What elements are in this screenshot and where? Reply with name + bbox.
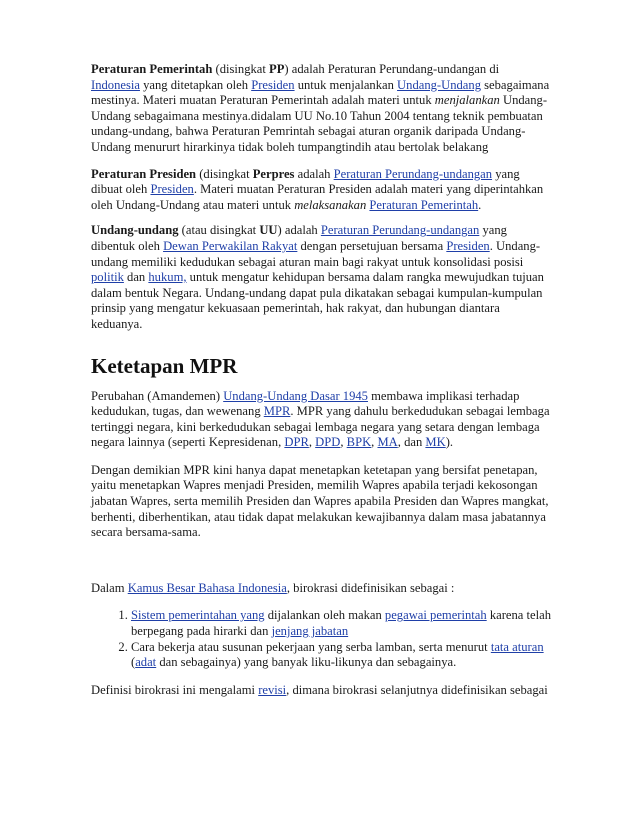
paragraph-undang-undang [91,223,551,332]
term-peraturan-pemerintah: Peraturan Pemerintah [91,62,213,76]
term-undang-undang: Undang-undang [91,223,179,238]
link-dewan-perwakilan-rakyat[interactable]: Dewan Perwakilan Rakyat [163,238,298,253]
link-indonesia[interactable]: Indonesia [91,77,140,92]
paragraph-peraturan-presiden [91,167,551,214]
link-peraturan-perundang-undangan[interactable]: Peraturan Perundang-undangan [333,166,493,181]
term-perpres: Perpres [252,166,295,181]
link-politik[interactable]: politik [91,270,124,285]
text: adalah [294,166,334,181]
text: , birokrasi didefinisikan sebagai : [286,580,455,595]
text: Undang-Undang sebagaimana mestinya.didalam UU No.10 Tahun 2004 tentang teknik pembuatan undang-undang, bahwa Peraturan Pemrintah sebagai aturan organik daripada Undang-Undang menururt hirarkinya tidak boleh tumpangtindih atau bertolak belakang [91,93,548,154]
text: Definisi birokrasi ini mengalami [91,682,259,697]
link-ma[interactable]: MA [377,435,398,450]
link-dpr[interactable]: DPR [284,435,309,450]
paragraph-mpr-penetapan [91,463,551,541]
paragraph-revisi [91,683,551,699]
link-peraturan-perundang-undangan[interactable]: Peraturan Perundang-undangan [320,223,480,238]
term-uu: UU [259,223,278,238]
text: . MPR yang dahulu berkedudukan sebagai lembaga tertinggi negara, kini berkedudukan sebagai lembaga negara yang setara dengan lembaga negara lainnya (seperti Kepresidenan, [91,404,550,450]
text: untuk menjalankan [294,77,398,92]
link-revisi[interactable]: revisi [258,682,287,697]
text: , [308,435,316,450]
text: (atau disingkat [178,223,260,238]
text: Perubahan (Amandemen) [91,388,224,403]
link-adat[interactable]: adat [135,655,157,670]
link-mk[interactable]: MK [425,435,446,450]
link-hukum[interactable]: hukum, [148,270,187,285]
text: karena telah berpegang pada hirarki dan [131,608,552,639]
section-heading: Ketetapan MPR [91,353,238,378]
list-item [131,608,551,639]
text: Cara bekerja atau susunan pekerjaan yang serba lamban, serta menurut [131,639,491,654]
document-page [91,62,551,698]
text: untuk mengatur kehidupan bersama dalam rangka mewujudkan tujuan dalam bentuk Negara. Undang-undang dapat pula dikatakan sebagai kumpulan-kumpulan prinsip yang mengatur kekuasaan pemerintah, hak rakyat, dan hubungan diantara keduanya. [91,270,544,331]
text: yang dibentuk oleh [91,223,507,253]
link-presiden[interactable]: Presiden [446,238,490,253]
link-bpk[interactable]: BPK [346,435,372,450]
term-pp: PP [269,62,285,76]
link-peraturan-pemerintah[interactable]: Peraturan Pemerintah [369,197,479,212]
text: ) adalah Peraturan Perundang-undangan di [284,62,500,76]
link-jenjang-jabatan[interactable]: jenjang jabatan [271,624,349,639]
link-sistem-pemerintahan[interactable]: Sistem pemerintahan yang [131,608,265,623]
text: Dengan demikian MPR kini hanya dapat menetapkan ketetapan yang bersifat penetapan, yaitu menetapkan Wapres menjadi Presiden, memilih Wapres apabila terjadi kekosongan jabatan Wapres, serta memilih Presiden dan Wapres apabila Presiden dan Wapres mangkat, berhenti, diberhentikan, atau tidak dapat melakukan kewajibannya dalam masa jabatannya secara bersama-sama. [91,462,549,540]
list-item [131,640,551,671]
text: sebagaimana mestinya. Materi muatan Peraturan Pemerintah adalah materi untuk [91,77,550,108]
text: Dalam [91,580,128,595]
text: membawa implikasi terhadap kedudukan, tugas, dan wewenang [91,388,520,419]
text: (disingkat [196,166,253,181]
link-uud-1945[interactable]: Undang-Undang Dasar 1945 [223,388,368,403]
text: . Materi muatan Peraturan Presiden adalah materi yang diperintahkan oleh Undang-Undang atau materi untuk [91,182,544,212]
text: dan sebagainya) yang banyak liku-likunya dan sebagainya. [156,655,457,670]
text: dijalankan oleh makan [264,608,385,623]
link-dpd[interactable]: DPD [315,435,341,450]
link-undang-undang[interactable]: Undang-Undang [397,77,481,92]
paragraph-amandemen [91,389,551,451]
emphasis-melaksanakan: melaksanakan [294,197,367,212]
paragraph-peraturan-pemerintah [91,62,551,156]
text: , [340,435,347,450]
link-presiden[interactable]: Presiden [150,182,194,197]
text: ) adalah [277,223,321,238]
text: ( [131,655,136,670]
text: ). [445,435,454,450]
text: , dimana birokrasi selanjutnya didefinisikan sebagai [286,682,548,697]
definition-list [91,608,551,670]
term-peraturan-presiden: Peraturan Presiden [91,166,197,181]
link-mpr[interactable]: MPR [263,404,291,419]
text: , [371,435,378,450]
emphasis-menjalankan: menjalankan [434,93,500,108]
text: . Undang-undang memiliki kedudukan sebagai aturan main bagi rakyat untuk konsolidasi posisi [91,238,541,269]
text: . [478,197,482,212]
text: (disingkat [212,62,270,76]
link-tata-aturan[interactable]: tata aturan [490,639,544,654]
text: , dan [397,435,426,450]
link-kamus-besar-bahasa-indonesia[interactable]: Kamus Besar Bahasa Indonesia [127,580,287,595]
text: dengan persetujuan bersama [297,238,447,253]
text: dan [123,270,149,285]
link-pegawai-pemerintah[interactable]: pegawai pemerintah [384,608,487,623]
text: yang ditetapkan oleh [139,77,252,92]
paragraph-kbbi [91,581,551,597]
link-presiden[interactable]: Presiden [251,77,295,92]
text: yang dibuat oleh [91,166,520,197]
